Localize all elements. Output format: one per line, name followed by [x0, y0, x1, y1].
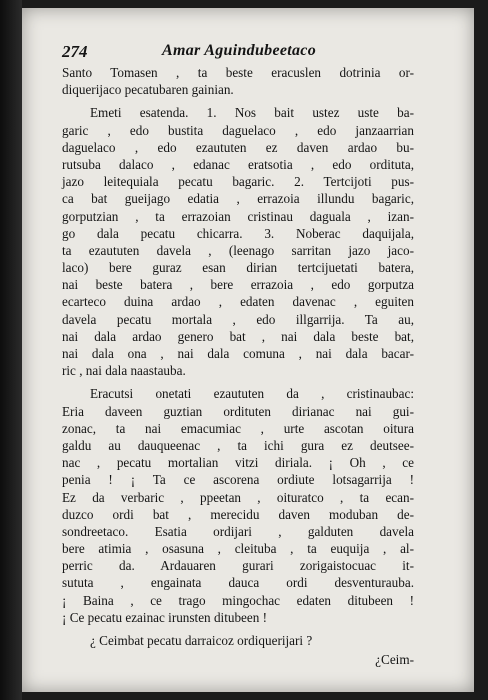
- text-line: sututa , engainata dauca ordi desventurauba.: [62, 575, 414, 591]
- text-line: go dala pecatu chicarra. 3. Noberac daquijala,: [62, 225, 414, 241]
- text-line: diquerijaco pecatubaren gainian.: [62, 82, 234, 98]
- text-line: laco) bere guraz esan dirian tertcijuetati batera,: [62, 260, 414, 276]
- text-line: nac , pecatu mortalian vitzi diriala. ¡ Oh , ce: [62, 455, 414, 471]
- catchword-row: [62, 652, 414, 670]
- text-line: Ez da verbaric , ppeetan , oituratco , ta ecan-: [62, 489, 414, 505]
- page-number: 274: [62, 42, 88, 61]
- text-line: jazo leitequiala pecatu bagaric. 2. Tertcijoti pus-: [62, 174, 414, 190]
- catchword: ¿Ceim-: [375, 652, 414, 667]
- text-line: daguelaco , edo ezaututen ez daven ardao bu-: [62, 139, 414, 155]
- text-line: rutsuba dalaco , edanac eratsotia , edo ordituta,: [62, 156, 414, 172]
- book-spine-shadow: [0, 0, 22, 700]
- running-head: [62, 42, 402, 64]
- text-line: ecarteco duina ardao , edaten davenac , eguiten: [62, 294, 414, 310]
- text-line: bere atimia , osasuna , cleituba , ta euquija , al-: [62, 541, 414, 557]
- text-line: penia ! ¡ Ta ce ascorena ordiute lotsagarrija !: [62, 472, 414, 488]
- paragraph: [62, 104, 414, 379]
- text-line: nai dala ardao genero bat , nai dala beste bat,: [62, 328, 414, 344]
- text-line: Eria daveen guztian ordituten dirianac nai gui-: [62, 403, 414, 419]
- paragraph: [62, 385, 414, 626]
- text-line: ¡ Baina , ce trago mingochac edaten ditubeen !: [62, 592, 414, 608]
- text-line: ta ezaututen davela , (leenago sarritan jazo jaco-: [62, 242, 414, 258]
- text-line: Emeti esatenda. 1. Nos bait ustez uste ba-: [90, 105, 414, 121]
- text-line: nai dala ona , nai dala comuna , nai dala bacar-: [62, 346, 414, 361]
- text-line: ca bat gueijago edatia , errazoia illundu bagaric,: [62, 191, 414, 207]
- text-line: garic , edo bustita daguelaco , edo janzaarrian: [62, 122, 414, 138]
- paragraph: [62, 64, 414, 98]
- text-line: Santo Tomasen , ta beste eracuslen dotrinia or-: [62, 65, 414, 80]
- running-title: Amar Aguindubeetaco: [162, 42, 317, 59]
- paragraph: [62, 632, 414, 649]
- text-line: ¡ Ce pecatu ezainac irunsten ditubeen !: [62, 609, 268, 625]
- text-line: galdu au dauqueenac , ta ichi gura ez deutsee-: [62, 437, 414, 453]
- text-line: Eracutsi onetati ezaututen da , cristinaubac:: [90, 386, 414, 402]
- text-line: davela pecatu mortala , edo illgarrija. Ta au,: [62, 311, 414, 327]
- text-line: ric , nai dala naastauba.: [62, 363, 186, 379]
- text-line: sondreetaco. Esatia ordijari , galduten davela: [62, 523, 414, 539]
- body-text: [62, 64, 414, 649]
- text-line: gorputzian , ta errazoian cristinau daguala , izan-: [62, 208, 414, 224]
- text-line: perric da. Ardauaren gurari zorigaistocuac it-: [62, 558, 414, 574]
- text-line: nai beste batera , bere errazoia , edo gorputza: [62, 277, 414, 293]
- text-line: ¿ Ceimbat pecatu darraicoz ordiquerijari ?: [90, 633, 313, 648]
- text-line: zonac, ta nai emacumiac , urte ascotan oitura: [62, 420, 414, 436]
- text-line: duzco ordi bat , merecidu daven moduban de-: [62, 506, 414, 522]
